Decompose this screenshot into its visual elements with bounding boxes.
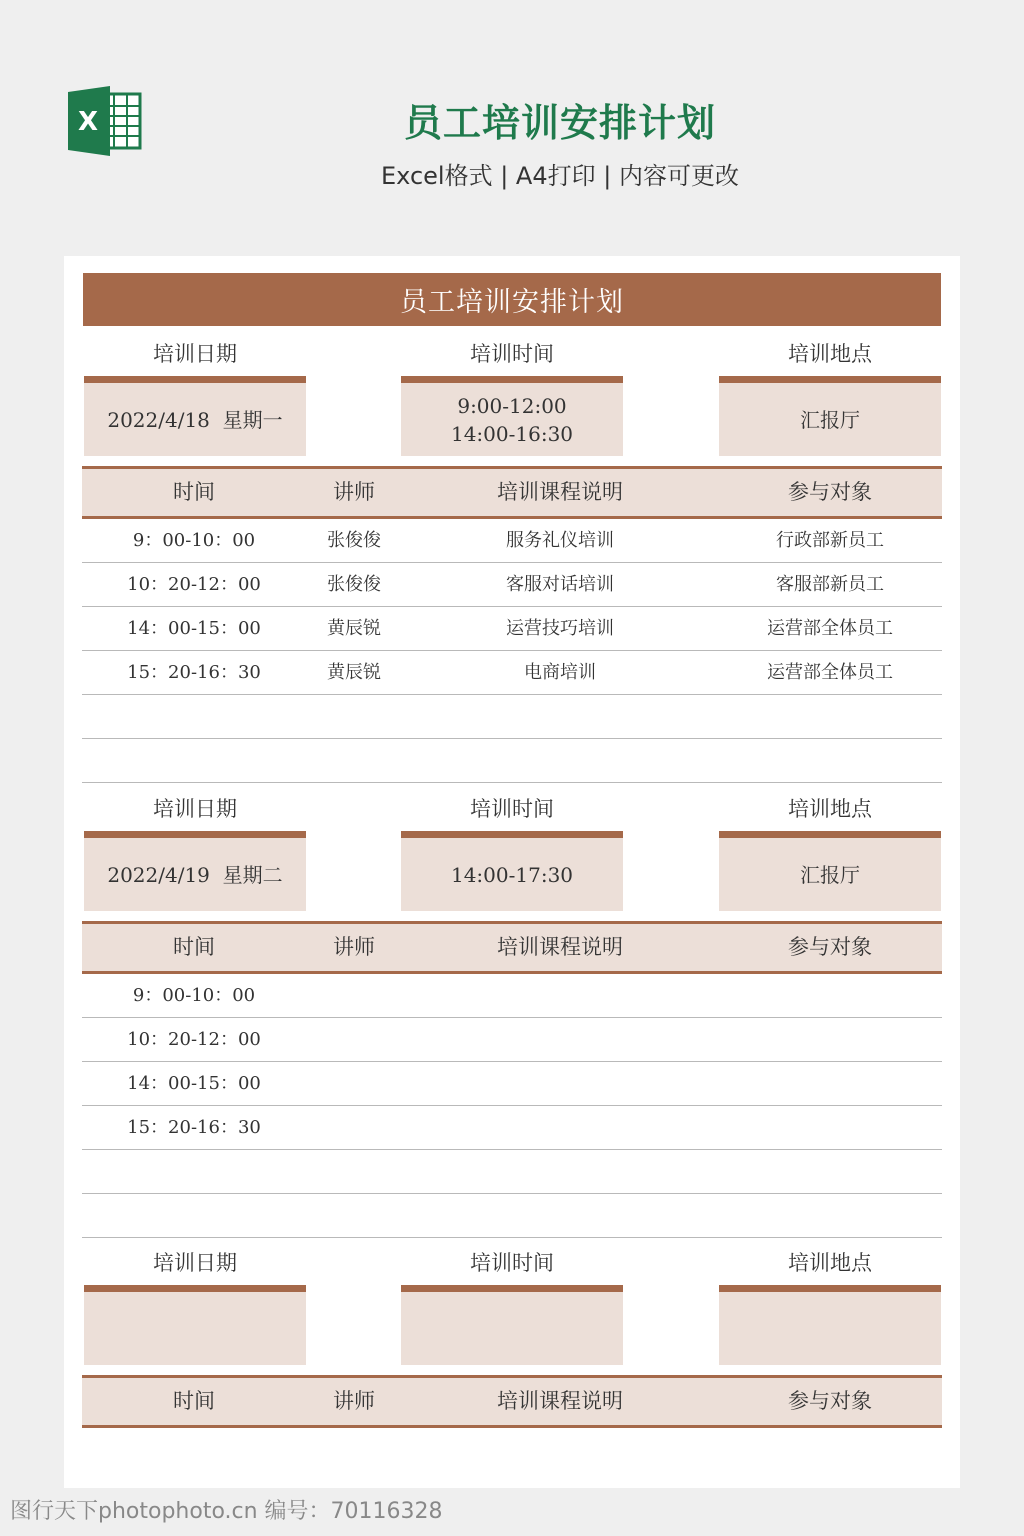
cell-course: 服务礼仪培训 (506, 530, 614, 551)
place-label: 培训地点 (788, 797, 872, 821)
page-subtitle: Excel格式 | A4打印 | 内容可更改 (381, 162, 739, 190)
table-row (82, 1062, 942, 1106)
time-box (401, 831, 623, 911)
place-label: 培训地点 (788, 1251, 872, 1275)
time-label: 培训时间 (470, 797, 554, 821)
col-audience: 参与对象 (788, 935, 872, 959)
cell-time: 15：20-16：30 (127, 662, 261, 683)
col-course: 培训课程说明 (497, 480, 623, 504)
col-time: 时间 (173, 935, 215, 959)
place-value: 汇报厅 (800, 862, 860, 887)
svg-text:X: X (77, 107, 99, 137)
cell-teacher: 张俊俊 (327, 574, 381, 595)
cell-teacher: 黄辰锐 (327, 662, 381, 683)
place-label: 培训地点 (788, 342, 872, 366)
date-label: 培训日期 (153, 1251, 237, 1275)
cell-audience: 行政部新员工 (776, 530, 884, 551)
excel-icon (66, 86, 142, 156)
date-value: 2022/4/19 星期二 (107, 862, 283, 887)
col-teacher: 讲师 (333, 935, 375, 959)
place-value: 汇报厅 (800, 407, 860, 432)
table-row-empty (82, 1194, 942, 1238)
col-audience: 参与对象 (788, 480, 872, 504)
cell-time: 15：20-16：30 (127, 1117, 261, 1138)
cell-time: 10：20-12：00 (127, 1029, 261, 1050)
time-label: 培训时间 (470, 1251, 554, 1275)
table-row (82, 974, 942, 1018)
cell-time: 9：00-10：00 (132, 985, 256, 1006)
schedule-sheet (64, 256, 960, 1488)
table-row (82, 519, 942, 563)
place-box (719, 831, 941, 911)
cell-time: 9：00-10：00 (132, 530, 256, 551)
table-header (82, 1375, 942, 1428)
date-box (84, 376, 306, 456)
place-box (719, 1285, 941, 1365)
col-course: 培训课程说明 (497, 1389, 623, 1413)
col-time: 时间 (173, 1389, 215, 1413)
cell-audience: 客服部新员工 (776, 574, 884, 595)
cell-time: 14：00-15：00 (127, 618, 261, 639)
date-label: 培训日期 (153, 342, 237, 366)
date-label: 培训日期 (153, 797, 237, 821)
table-row-empty (82, 739, 942, 783)
table-row (82, 607, 942, 651)
table-row (82, 1106, 942, 1150)
col-teacher: 讲师 (333, 1389, 375, 1413)
col-time: 时间 (173, 480, 215, 504)
place-box (719, 376, 941, 456)
table-header (82, 921, 942, 974)
time-value-2: 14:00-16:30 (450, 421, 574, 446)
table-row-empty (82, 695, 942, 739)
sheet-banner: 员工培训安排计划 (83, 273, 941, 326)
time-value-1: 14:00-17:30 (450, 862, 574, 887)
cell-time: 14：00-15：00 (127, 1073, 261, 1094)
cell-course: 客服对话培训 (506, 574, 614, 595)
cell-time: 10：20-12：00 (127, 574, 261, 595)
cell-teacher: 张俊俊 (327, 530, 381, 551)
watermark: 图行天下photophoto.cn 编号：70116328 (10, 1499, 443, 1524)
table-row-empty (82, 1150, 942, 1194)
cell-audience: 运营部全体员工 (767, 618, 893, 639)
time-box (401, 376, 623, 456)
page-title: 员工培训安排计划 (403, 101, 716, 145)
table-header (82, 466, 942, 519)
col-teacher: 讲师 (333, 480, 375, 504)
date-box (84, 831, 306, 911)
table-row (82, 1018, 942, 1062)
table-row (82, 651, 942, 695)
time-value-1: 9:00-12:00 (457, 393, 567, 418)
time-box (401, 1285, 623, 1365)
cell-course: 电商培训 (524, 662, 596, 683)
cell-teacher: 黄辰锐 (327, 618, 381, 639)
date-value: 2022/4/18 星期一 (107, 407, 283, 432)
date-box (84, 1285, 306, 1365)
table-row (82, 563, 942, 607)
time-label: 培训时间 (470, 342, 554, 366)
cell-audience: 运营部全体员工 (767, 662, 893, 683)
cell-course: 运营技巧培训 (506, 618, 614, 639)
col-audience: 参与对象 (788, 1389, 872, 1413)
col-course: 培训课程说明 (497, 935, 623, 959)
